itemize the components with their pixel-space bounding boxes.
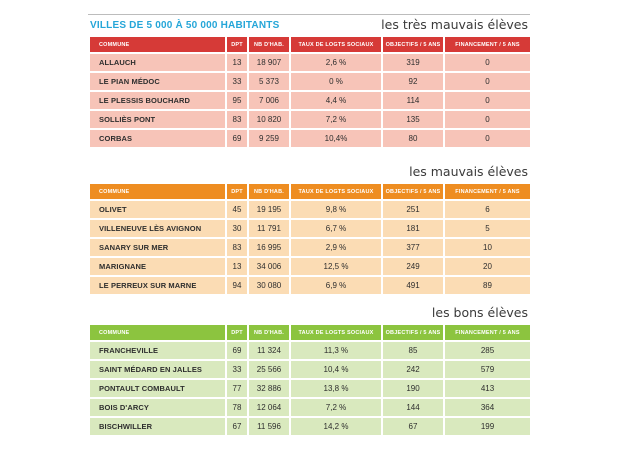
- cell-financement: 199: [445, 418, 530, 435]
- cell-dpt: 78: [227, 399, 247, 416]
- cell-dpt: 69: [227, 342, 247, 359]
- table-row: [90, 92, 530, 109]
- cell-objectifs: 135: [383, 111, 443, 128]
- cell-objectifs: 181: [383, 220, 443, 237]
- cell-nb-hab: 11 596: [249, 418, 289, 435]
- table-row: [90, 220, 530, 237]
- cell-nb-hab: 10 820: [249, 111, 289, 128]
- cell-nb-hab: 32 886: [249, 380, 289, 397]
- cell-objectifs: 114: [383, 92, 443, 109]
- table-row: [90, 342, 530, 359]
- table-row: [90, 380, 530, 397]
- cell-commune: BOIS D'ARCY: [90, 399, 225, 416]
- cell-dpt: 77: [227, 380, 247, 397]
- table-row: [90, 399, 530, 416]
- cell-financement: 413: [445, 380, 530, 397]
- cell-taux: 12,5 %: [291, 258, 381, 275]
- cell-financement: 5: [445, 220, 530, 237]
- cell-commune: VILLENEUVE LÈS AVIGNON: [90, 220, 225, 237]
- cell-nb-hab: 7 006: [249, 92, 289, 109]
- cell-commune: LE PIAN MÉDOC: [90, 73, 225, 90]
- cell-financement: 0: [445, 73, 530, 90]
- cell-objectifs: 319: [383, 54, 443, 71]
- cell-nb-hab: 5 373: [249, 73, 289, 90]
- cell-commune: MARIGNANE: [90, 258, 225, 275]
- header-dpt: DPT: [227, 325, 247, 340]
- cell-commune: OLIVET: [90, 201, 225, 218]
- table-header-row: [90, 325, 530, 340]
- cell-dpt: 33: [227, 361, 247, 378]
- table-row: [90, 130, 530, 147]
- cell-financement: 364: [445, 399, 530, 416]
- cell-financement: 6: [445, 201, 530, 218]
- header-taux: TAUX DE LOGTS SOCIAUX: [291, 184, 381, 199]
- cell-taux: 0 %: [291, 73, 381, 90]
- header-taux: TAUX DE LOGTS SOCIAUX: [291, 37, 381, 52]
- header-dpt: DPT: [227, 37, 247, 52]
- cell-objectifs: 67: [383, 418, 443, 435]
- cell-dpt: 83: [227, 111, 247, 128]
- header-objectifs: OBJECTIFS / 5 ANS: [383, 184, 443, 199]
- cell-nb-hab: 16 995: [249, 239, 289, 256]
- cell-objectifs: 242: [383, 361, 443, 378]
- table-tres-mauvais-eleves: [88, 35, 532, 149]
- cell-objectifs: 377: [383, 239, 443, 256]
- cell-financement: 89: [445, 277, 530, 294]
- cell-dpt: 45: [227, 201, 247, 218]
- cell-commune: LE PERREUX SUR MARNE: [90, 277, 225, 294]
- cell-dpt: 69: [227, 130, 247, 147]
- cell-taux: 9,8 %: [291, 201, 381, 218]
- header-commune: COMMUNE: [90, 184, 225, 199]
- cell-commune: BISCHWILLER: [90, 418, 225, 435]
- cell-dpt: 83: [227, 239, 247, 256]
- cell-objectifs: 144: [383, 399, 443, 416]
- cell-taux: 10,4%: [291, 130, 381, 147]
- header-nb-hab: NB D'HAB.: [249, 37, 289, 52]
- cell-taux: 2,6 %: [291, 54, 381, 71]
- cell-commune: FRANCHEVILLE: [90, 342, 225, 359]
- table-row: [90, 54, 530, 71]
- cell-financement: 579: [445, 361, 530, 378]
- cell-commune: ALLAUCH: [90, 54, 225, 71]
- header-dpt: DPT: [227, 184, 247, 199]
- table-header-row: [90, 184, 530, 199]
- cell-taux: 14,2 %: [291, 418, 381, 435]
- table-bons-eleves: [88, 323, 532, 437]
- header-financement: FINANCEMENT / 5 ANS: [445, 37, 530, 52]
- table-row: [90, 201, 530, 218]
- header-objectifs: OBJECTIFS / 5 ANS: [383, 37, 443, 52]
- cell-objectifs: 80: [383, 130, 443, 147]
- table-row: [90, 111, 530, 128]
- table-row: [90, 239, 530, 256]
- cell-objectifs: 251: [383, 201, 443, 218]
- cell-commune: SOLLIÈS PONT: [90, 111, 225, 128]
- section-title-tres-mauvais: les très mauvais élèves: [381, 17, 528, 32]
- header-objectifs: OBJECTIFS / 5 ANS: [383, 325, 443, 340]
- cell-dpt: 13: [227, 258, 247, 275]
- table-mauvais-eleves: [88, 182, 532, 296]
- table-header-row: [90, 37, 530, 52]
- table-row: [90, 418, 530, 435]
- header-nb-hab: NB D'HAB.: [249, 325, 289, 340]
- section-title-mauvais: les mauvais élèves: [409, 164, 528, 179]
- section-title-bons: les bons élèves: [431, 305, 528, 320]
- cell-nb-hab: 11 791: [249, 220, 289, 237]
- cell-nb-hab: 34 006: [249, 258, 289, 275]
- cell-objectifs: 85: [383, 342, 443, 359]
- cell-nb-hab: 11 324: [249, 342, 289, 359]
- cell-objectifs: 190: [383, 380, 443, 397]
- table-row: [90, 361, 530, 378]
- cell-taux: 7,2 %: [291, 111, 381, 128]
- cell-objectifs: 249: [383, 258, 443, 275]
- header-taux: TAUX DE LOGTS SOCIAUX: [291, 325, 381, 340]
- cell-financement: 20: [445, 258, 530, 275]
- cell-taux: 6,9 %: [291, 277, 381, 294]
- cell-financement: 0: [445, 54, 530, 71]
- table-row: [90, 277, 530, 294]
- cell-dpt: 33: [227, 73, 247, 90]
- top-rule: [88, 14, 530, 15]
- cell-taux: 4,4 %: [291, 92, 381, 109]
- cell-nb-hab: 30 080: [249, 277, 289, 294]
- header-commune: COMMUNE: [90, 325, 225, 340]
- cell-nb-hab: 19 195: [249, 201, 289, 218]
- header-financement: FINANCEMENT / 5 ANS: [445, 184, 530, 199]
- header-commune: COMMUNE: [90, 37, 225, 52]
- cell-commune: PONTAULT COMBAULT: [90, 380, 225, 397]
- cell-financement: 10: [445, 239, 530, 256]
- cell-commune: SANARY SUR MER: [90, 239, 225, 256]
- cell-taux: 6,7 %: [291, 220, 381, 237]
- header-financement: FINANCEMENT / 5 ANS: [445, 325, 530, 340]
- cell-financement: 0: [445, 130, 530, 147]
- cell-taux: 13,8 %: [291, 380, 381, 397]
- cell-financement: 0: [445, 111, 530, 128]
- cell-taux: 11,3 %: [291, 342, 381, 359]
- cell-nb-hab: 12 064: [249, 399, 289, 416]
- table-row: [90, 73, 530, 90]
- cell-dpt: 67: [227, 418, 247, 435]
- cell-nb-hab: 18 907: [249, 54, 289, 71]
- cell-taux: 10,4 %: [291, 361, 381, 378]
- cell-dpt: 94: [227, 277, 247, 294]
- cell-dpt: 13: [227, 54, 247, 71]
- header-nb-hab: NB D'HAB.: [249, 184, 289, 199]
- cell-commune: SAINT MÉDARD EN JALLES: [90, 361, 225, 378]
- cell-taux: 7,2 %: [291, 399, 381, 416]
- cell-nb-hab: 25 566: [249, 361, 289, 378]
- cell-commune: CORBAS: [90, 130, 225, 147]
- table-row: [90, 258, 530, 275]
- cell-objectifs: 92: [383, 73, 443, 90]
- cell-dpt: 30: [227, 220, 247, 237]
- cell-dpt: 95: [227, 92, 247, 109]
- cell-financement: 285: [445, 342, 530, 359]
- cell-commune: LE PLESSIS BOUCHARD: [90, 92, 225, 109]
- main-title: VILLES DE 5 000 À 50 000 HABITANTS: [90, 20, 280, 31]
- cell-nb-hab: 9 259: [249, 130, 289, 147]
- cell-taux: 2,9 %: [291, 239, 381, 256]
- cell-objectifs: 491: [383, 277, 443, 294]
- cell-financement: 0: [445, 92, 530, 109]
